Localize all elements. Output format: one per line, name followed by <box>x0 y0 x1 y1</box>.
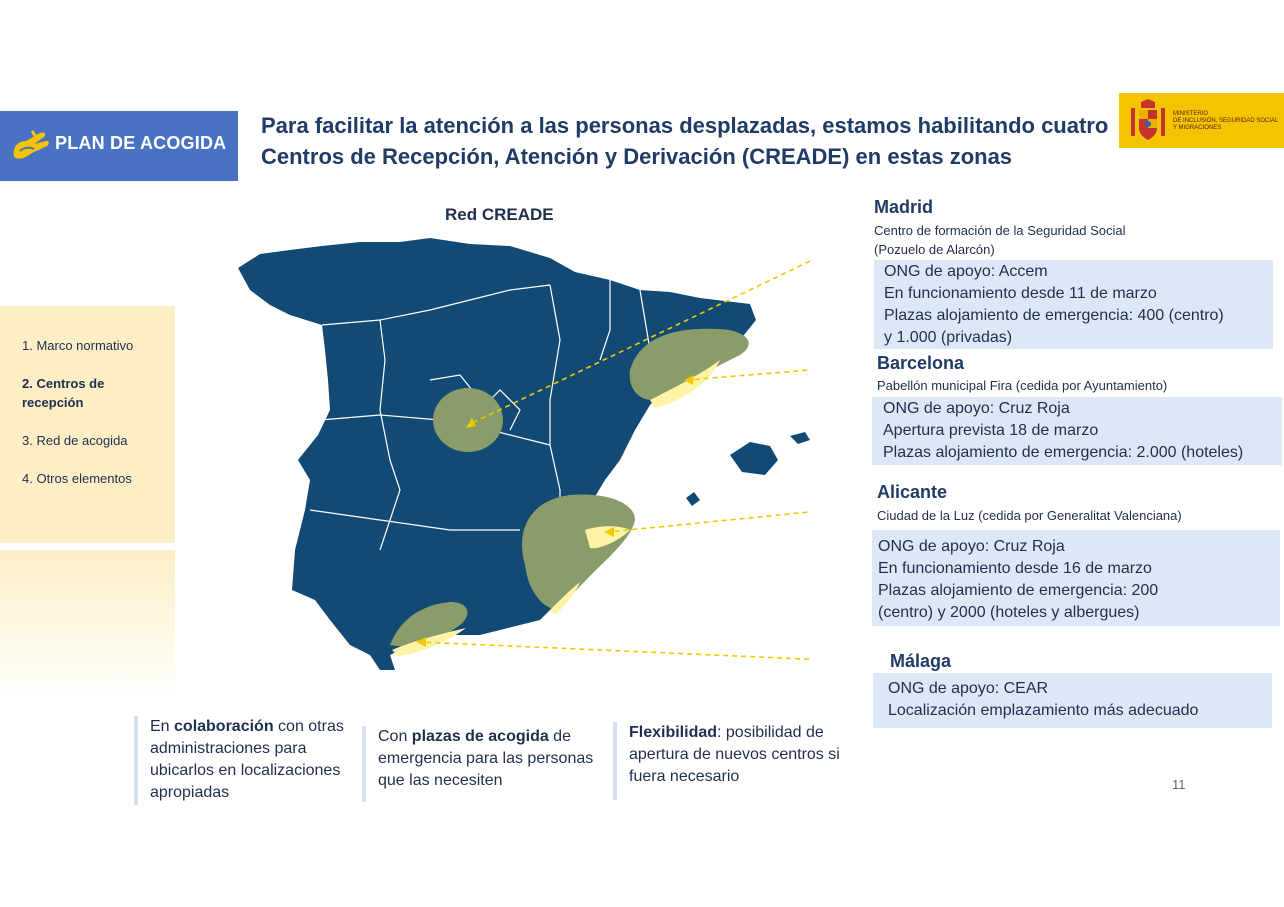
note-flexibilidad: Flexibilidad: posibilidad de apertura de nuevos centros si fuera necesario <box>613 722 853 800</box>
menorca <box>790 432 810 444</box>
barcelona-info-box: ONG de apoyo: Cruz Roja Apertura prevista 18 de marzo Plazas alojamiento de emergencia: 2.000 (hoteles) <box>872 397 1282 465</box>
ministry-text: MINISTERIO DE INCLUSIÓN, SEGURIDAD SOCIAL Y MIGRACIONES <box>1173 111 1279 131</box>
city-malaga: Málaga <box>890 651 952 671</box>
mallorca <box>730 442 778 475</box>
barcelona-place: Pabellón municipal Fira (cedida por Ayuntamiento) <box>877 378 1168 393</box>
nav-fade <box>0 550 175 700</box>
note-colaboracion: En colaboración con otras administraciones para ubicarlos en localizaciones apropiadas <box>134 716 356 805</box>
malaga-info-box: ONG de apoyo: CEAR Localización emplazamiento más adecuado <box>873 673 1272 728</box>
note-plazas: Con plazas de acogida de emergencia para las personas que las necesiten <box>362 726 602 802</box>
madrid-info-box: ONG de apoyo: Accem En funcionamiento desde 11 de marzo Plazas alojamiento de emergencia: 400 (centro) y 1.000 (privadas) <box>874 260 1273 349</box>
spain-map <box>230 230 810 680</box>
coat-of-arms-icon <box>1127 98 1169 143</box>
section-nav <box>0 306 175 543</box>
spain-mainland <box>238 238 756 670</box>
madrid-place: Centro de formación de la Seguridad Social <box>874 223 1126 238</box>
city-madrid: Madrid <box>874 197 934 217</box>
map-title: Red CREADE <box>445 205 554 224</box>
nav-item-otros-elementos[interactable]: 4. Otros elementos <box>22 471 132 486</box>
leader-malaga <box>420 642 810 662</box>
page-title: Para facilitar la atención a las personas desplazadas, estamos habilitando cuatro Centros de Recepción, Atención y Derivación (CREADE) en estas zonas <box>261 113 1109 169</box>
badge-label: PLAN DE ACOGIDA <box>55 133 227 153</box>
alicante-place: Ciudad de la Luz (cedida por Generalitat Valenciana) <box>877 508 1182 523</box>
madrid-place-2: (Pozuelo de Alarcón) <box>874 242 995 257</box>
zone-madrid <box>433 388 503 452</box>
alicante-info-box: ONG de apoyo: Cruz Roja En funcionamiento desde 16 de marzo Plazas alojamiento de emergencia: 200 (centro) y 2000 (hoteles y albergues) <box>872 530 1280 626</box>
zone-alicante <box>522 494 635 610</box>
page-number: 11 <box>1172 777 1186 792</box>
leader-alicante <box>608 506 810 532</box>
nav-item-red-de-acogida[interactable]: 3. Red de acogida <box>22 433 128 448</box>
hands-logo-icon <box>10 127 50 165</box>
ministry-logo <box>1119 93 1284 148</box>
nav-item-centros-de-recepcion[interactable]: 2. Centros de recepción <box>22 376 105 410</box>
city-barcelona: Barcelona <box>877 353 965 373</box>
nav-item-marco-normativo[interactable]: 1. Marco normativo <box>22 338 134 353</box>
city-alicante: Alicante <box>877 482 948 502</box>
ibiza <box>686 492 700 506</box>
plan-de-acogida-badge <box>0 111 238 181</box>
